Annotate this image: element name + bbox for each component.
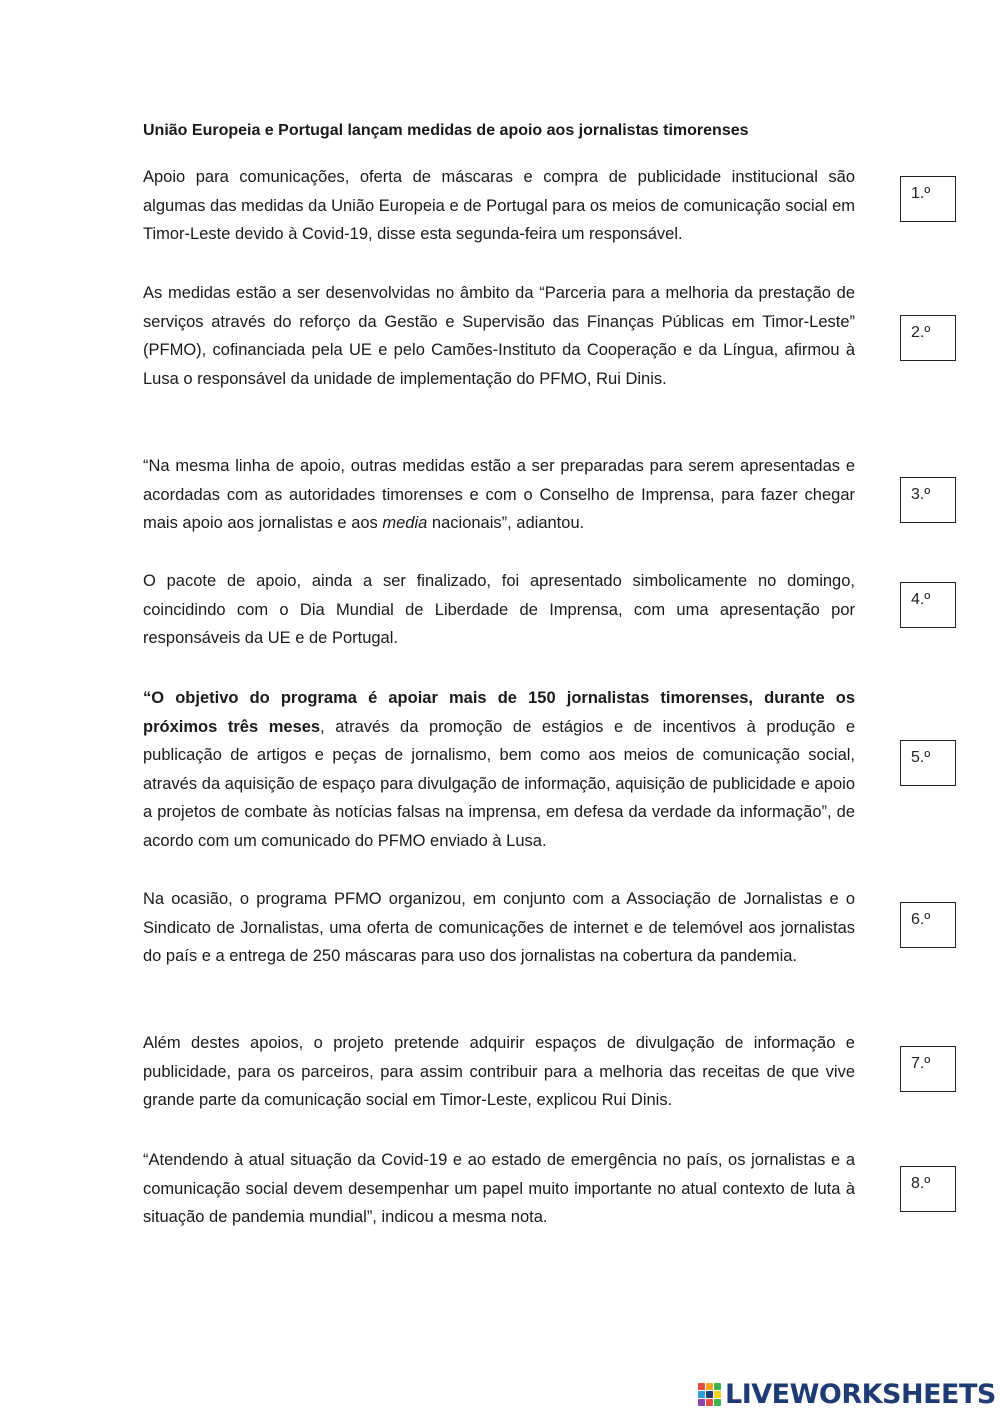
answer-box-4[interactable]	[900, 582, 956, 628]
icon-cell	[706, 1399, 713, 1406]
paragraph-5	[143, 684, 855, 855]
answer-box-2[interactable]	[900, 315, 956, 361]
paragraph-6: Na ocasião, o programa PFMO organizou, em conjunto com a Associação de Jornalistas e o Sindicato de Jornalistas, uma oferta de comunicações de internet e de telemóvel aos jornalistas do país e a entrega de 250 máscaras para uso dos jornalistas na cobertura da pandemia.	[143, 890, 855, 965]
answer-box-3[interactable]	[900, 477, 956, 523]
icon-cell	[714, 1391, 721, 1398]
liveworksheets-grid-icon	[698, 1383, 721, 1406]
answer-box-label: 2.º	[911, 324, 931, 341]
paragraph-5-rest: , através da promoção de estágios e de incentivos à produção e publicação de artigos e peças de jornalismo, bem como aos meios de comunicação social, através da aquisição de espaço para divulgação de informação, aquisição de publicidade e apoio a projetos de combate às notícias falsas na imprensa, em defesa da verdade da informação”, de acordo com um comunicado do PFMO enviado à Lusa.	[143, 717, 855, 850]
answer-box-label: 6.º	[911, 911, 931, 928]
answer-box-8[interactable]	[900, 1166, 956, 1212]
paragraph-5-bold: “O objetivo do programa é apoiar mais de 150 jornalistas timorenses, durante os próximos três meses	[143, 689, 855, 736]
liveworksheets-logo	[698, 1377, 996, 1411]
paragraph-1: Apoio para comunicações, oferta de máscaras e compra de publicidade institucional são algumas das medidas da União Europeia e de Portugal para os meios de comunicação social em Timor-Leste devido à Covid-19, disse esta segunda-feira um responsável.	[143, 168, 855, 243]
paragraph-7: Além destes apoios, o projeto pretende adquirir espaços de divulgação de informação e publicidade, para os parceiros, para assim contribuir para a melhoria das receitas de que vive grande parte da comunicação social em Timor-Leste, explicou Rui Dinis.	[143, 1034, 855, 1109]
answer-box-7[interactable]	[900, 1046, 956, 1092]
paragraph-3-text-a: “Na mesma linha de apoio, outras medidas estão a ser preparadas para serem apresentadas e acordadas com as autoridades timorenses e com o Conselho de Imprensa, para fazer chegar mais apoio aos jornalistas e aos	[143, 457, 855, 532]
answer-box-5[interactable]	[900, 740, 956, 786]
answer-box-6[interactable]	[900, 902, 956, 948]
answer-box-label: 7.º	[911, 1055, 931, 1072]
answer-box-1[interactable]	[900, 176, 956, 222]
brand-name: LIVEWORKSHEETS	[725, 1378, 996, 1410]
paragraph-3-text-b: nacionais”, adiantou.	[427, 514, 585, 532]
answer-box-label: 4.º	[911, 591, 931, 608]
answer-box-label: 8.º	[911, 1175, 931, 1192]
icon-cell	[714, 1399, 721, 1406]
icon-cell	[698, 1391, 705, 1398]
icon-cell	[698, 1383, 705, 1390]
paragraph-4: O pacote de apoio, ainda a ser finalizado, foi apresentado simbolicamente no domingo, coincidindo com o Dia Mundial de Liberdade de Imprensa, com uma apresentação por responsáveis da UE e de Portugal.	[143, 572, 855, 647]
icon-cell	[698, 1399, 705, 1406]
answer-box-label: 3.º	[911, 486, 931, 503]
icon-cell	[706, 1383, 713, 1390]
article-title: União Europeia e Portugal lançam medidas de apoio aos jornalistas timorenses	[143, 122, 749, 139]
paragraph-8: “Atendendo à atual situação da Covid-19 e ao estado de emergência no país, os jornalistas e a comunicação social devem desempenhar um papel muito importante no atual contexto de luta à situação de pandemia mundial”, indicou a mesma nota.	[143, 1151, 855, 1226]
icon-cell	[706, 1391, 713, 1398]
paragraph-3-italic: media	[382, 514, 428, 532]
answer-box-label: 1.º	[911, 185, 931, 202]
paragraph-2: As medidas estão a ser desenvolvidas no âmbito da “Parceria para a melhoria da prestação de serviços através do reforço da Gestão e Supervisão das Finanças Públicas em Timor-Leste” (PFMO), cofinanciada pela UE e pelo Camões-Instituto da Cooperação e da Língua, afirmou à Lusa o responsável da unidade de implementação do PFMO, Rui Dinis.	[143, 284, 855, 388]
answer-box-label: 5.º	[911, 749, 931, 766]
paragraph-3	[143, 452, 855, 538]
icon-cell	[714, 1383, 721, 1390]
